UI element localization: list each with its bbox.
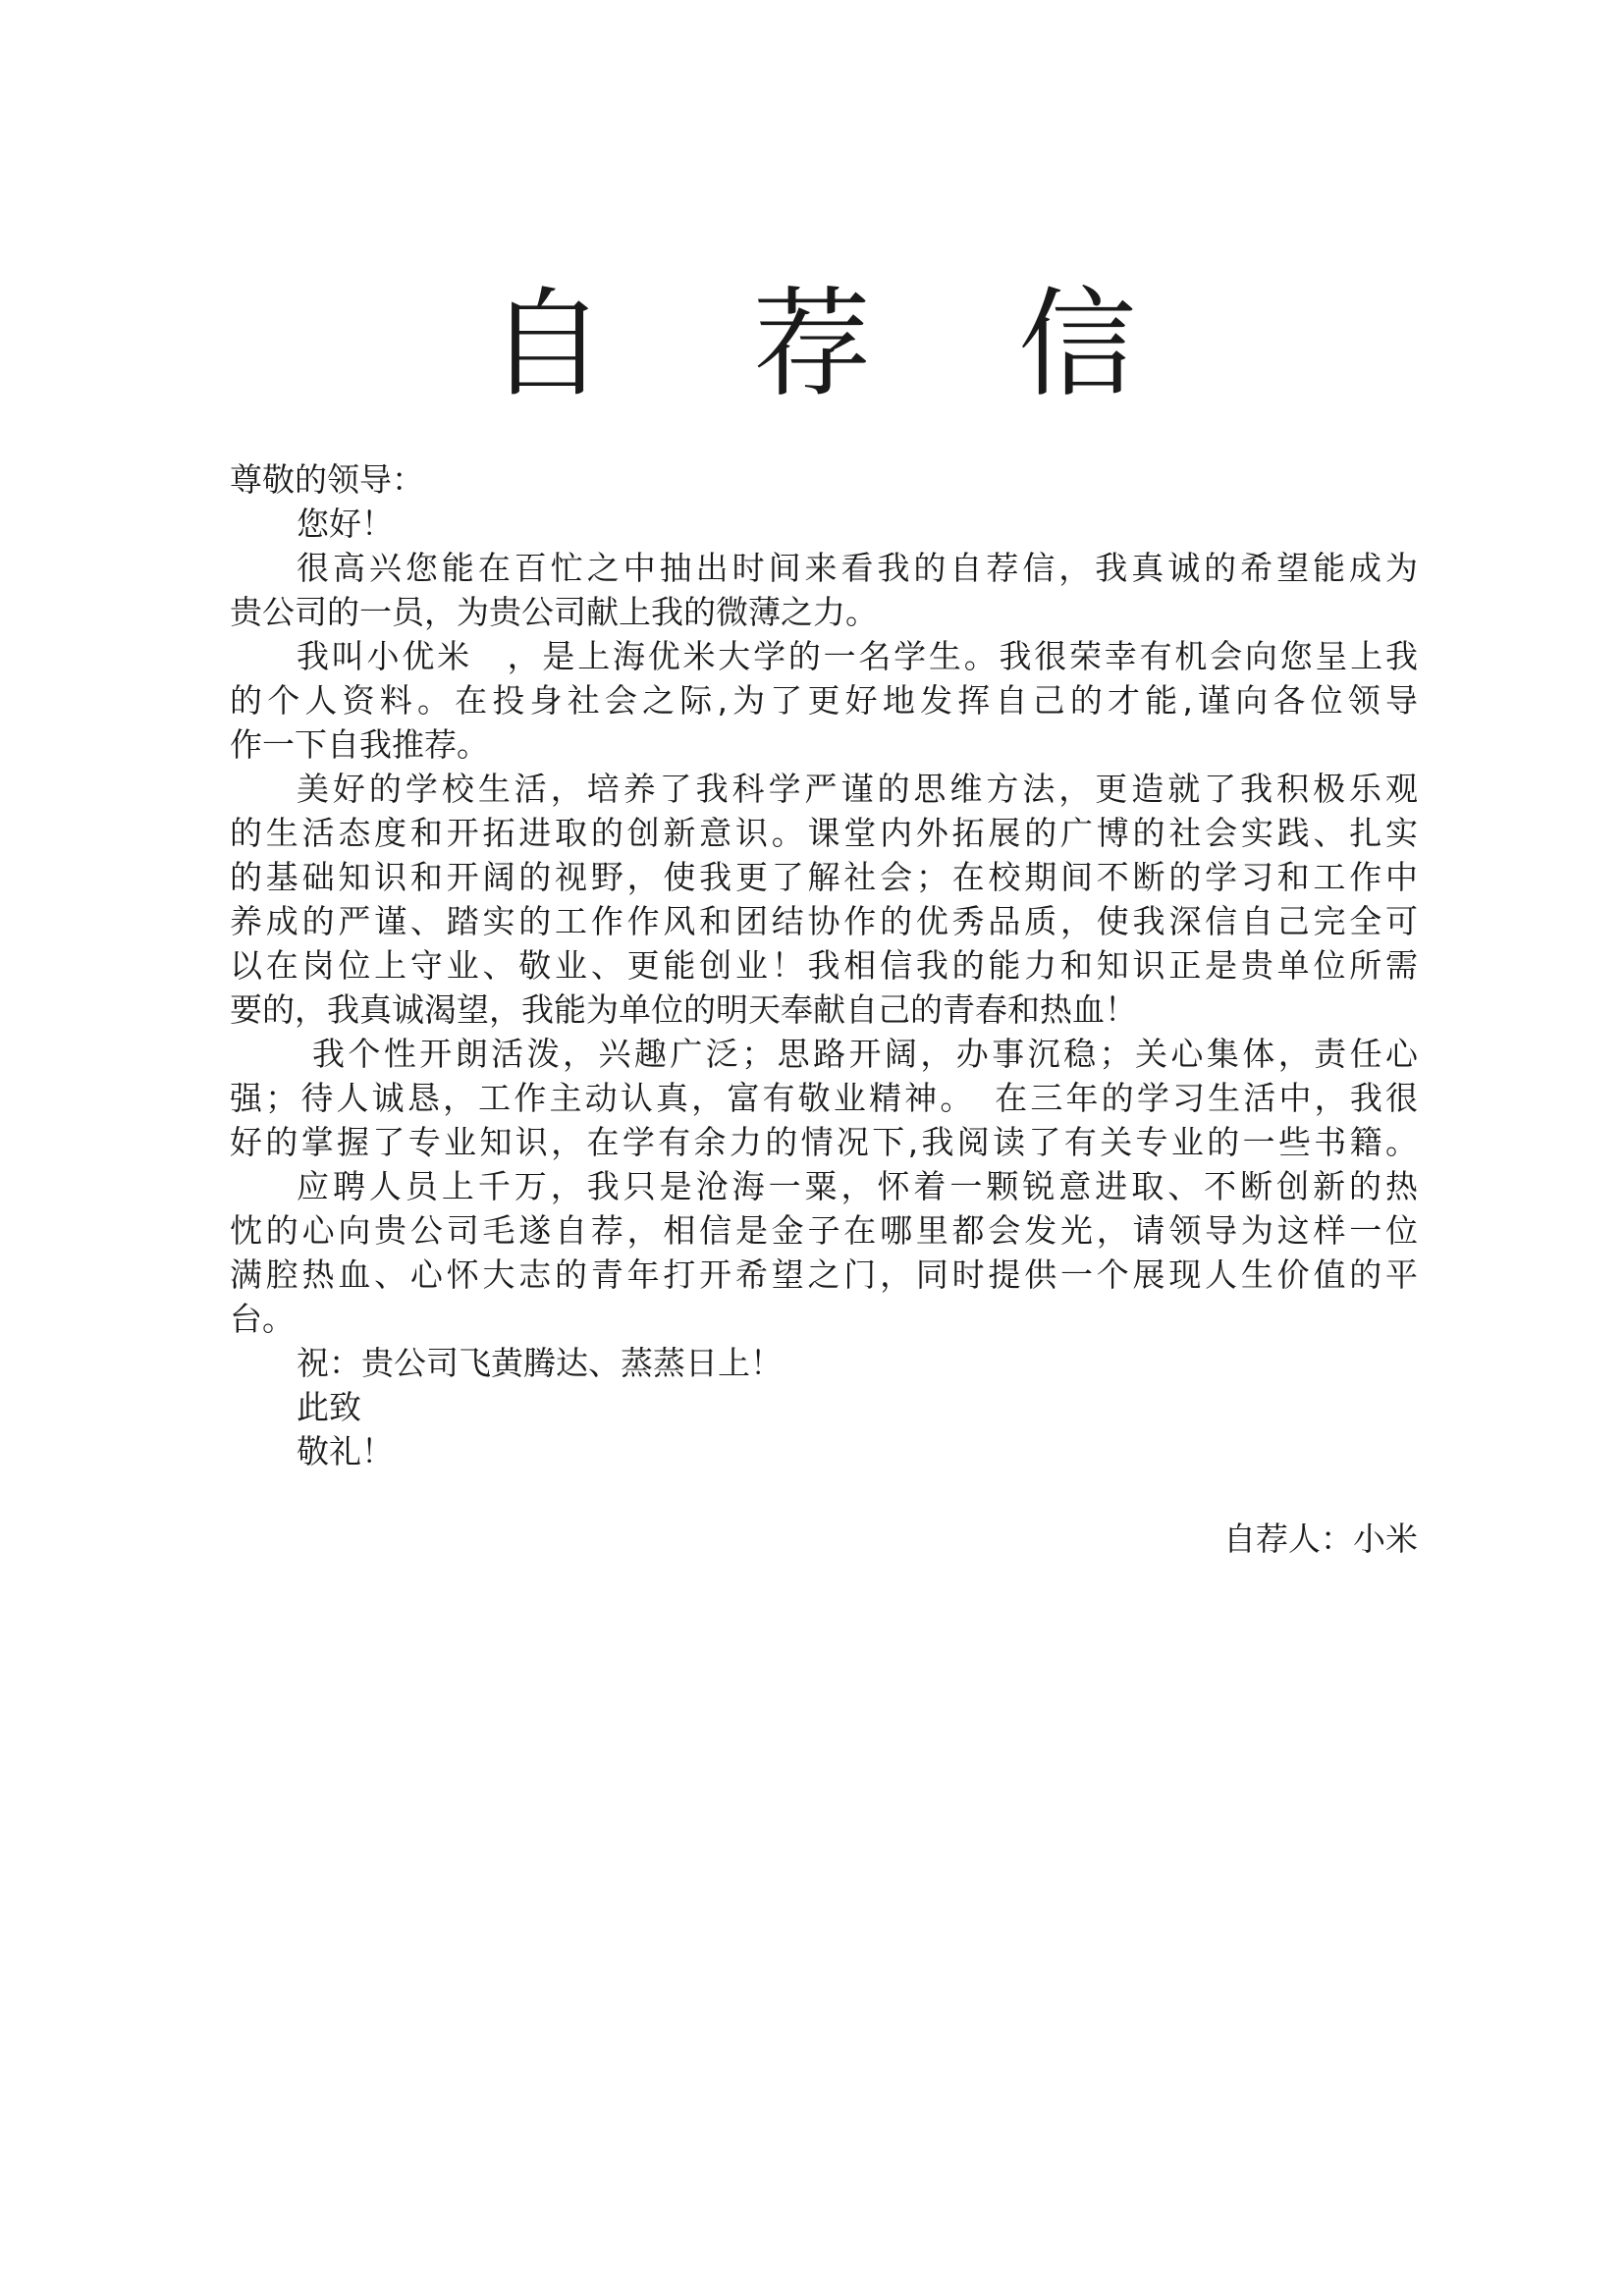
closing-line: 此致 — [297, 1388, 361, 1426]
paragraph-line: 应聘人员上千万，我只是沧海一粟，怀着一颗锐意进取、不断创新的热 — [297, 1167, 1418, 1205]
paragraph-line: 的生活态度和开拓进取的创新意识。课堂内外拓展的广博的社会实践、扎实 — [230, 814, 1418, 852]
paragraph-line: 要的，我真诚渴望，我能为单位的明天奉献自己的青春和热血！ — [230, 990, 1137, 1029]
paragraph-line: 满腔热血、心怀大志的青年打开希望之门，同时提供一个展现人生价值的平 — [230, 1255, 1418, 1294]
paragraph-self-introduction — [230, 634, 1418, 767]
paragraph-line: 以在岗位上守业、敬业、更能创业！我相信我的能力和知识正是贵单位所需 — [230, 946, 1418, 985]
paragraph-line: 忱的心向贵公司毛遂自荐，相信是金子在哪里都会发光，请领导为这样一位 — [230, 1211, 1418, 1250]
closing-line: 敬礼！ — [297, 1432, 394, 1470]
paragraph-personality — [230, 1032, 1418, 1164]
signature: 自荐人：小米 — [1223, 1520, 1418, 1558]
greeting: 您好！ — [297, 505, 394, 543]
paragraph-application — [230, 1164, 1418, 1341]
letter-body — [230, 457, 1418, 1473]
paragraph-line: 作一下自我推荐。 — [230, 725, 489, 764]
salutation: 尊敬的领导： — [230, 460, 424, 499]
document-title: 自 荐 信 — [487, 277, 1192, 413]
paragraph-line: 养成的严谨、踏实的工作作风和团结协作的优秀品质，使我深信自己完全可 — [230, 902, 1418, 940]
paragraph-line: 很高兴您能在百忙之中抽出时间来看我的自荐信，我真诚的希望能成为 — [297, 549, 1418, 587]
wish-line: 祝：贵公司飞黄腾达、蒸蒸日上！ — [297, 1344, 783, 1382]
paragraph-line: 好的掌握了专业知识，在学有余力的情况下,我阅读了有关专业的一些书籍。 — [230, 1123, 1418, 1161]
paragraph-line: 的基础知识和开阔的视野，使我更了解社会；在校期间不断的学习和工作中 — [230, 858, 1418, 896]
paragraph-intro — [230, 546, 1418, 634]
paragraph-line: 贵公司的一员，为贵公司献上我的微薄之力。 — [230, 593, 878, 631]
paragraph-line: 台。 — [230, 1300, 295, 1338]
paragraph-line: 我个性开朗活泼，兴趣广泛；思路开阔，办事沉稳；关心集体，责任心 — [312, 1035, 1418, 1073]
paragraph-line: 强；待人诚恳，工作主动认真，富有敬业精神。 在三年的学习生活中，我很 — [230, 1079, 1418, 1117]
paragraph-school-life — [230, 767, 1418, 1032]
paragraph-line: 的个人资料。在投身社会之际,为了更好地发挥自己的才能,谨向各位领导 — [230, 681, 1418, 720]
paragraph-line: 美好的学校生活，培养了我科学严谨的思维方法，更造就了我积极乐观 — [297, 770, 1418, 808]
paragraph-line: 我叫小优米 ，是上海优米大学的一名学生。我很荣幸有机会向您呈上我 — [297, 637, 1418, 675]
